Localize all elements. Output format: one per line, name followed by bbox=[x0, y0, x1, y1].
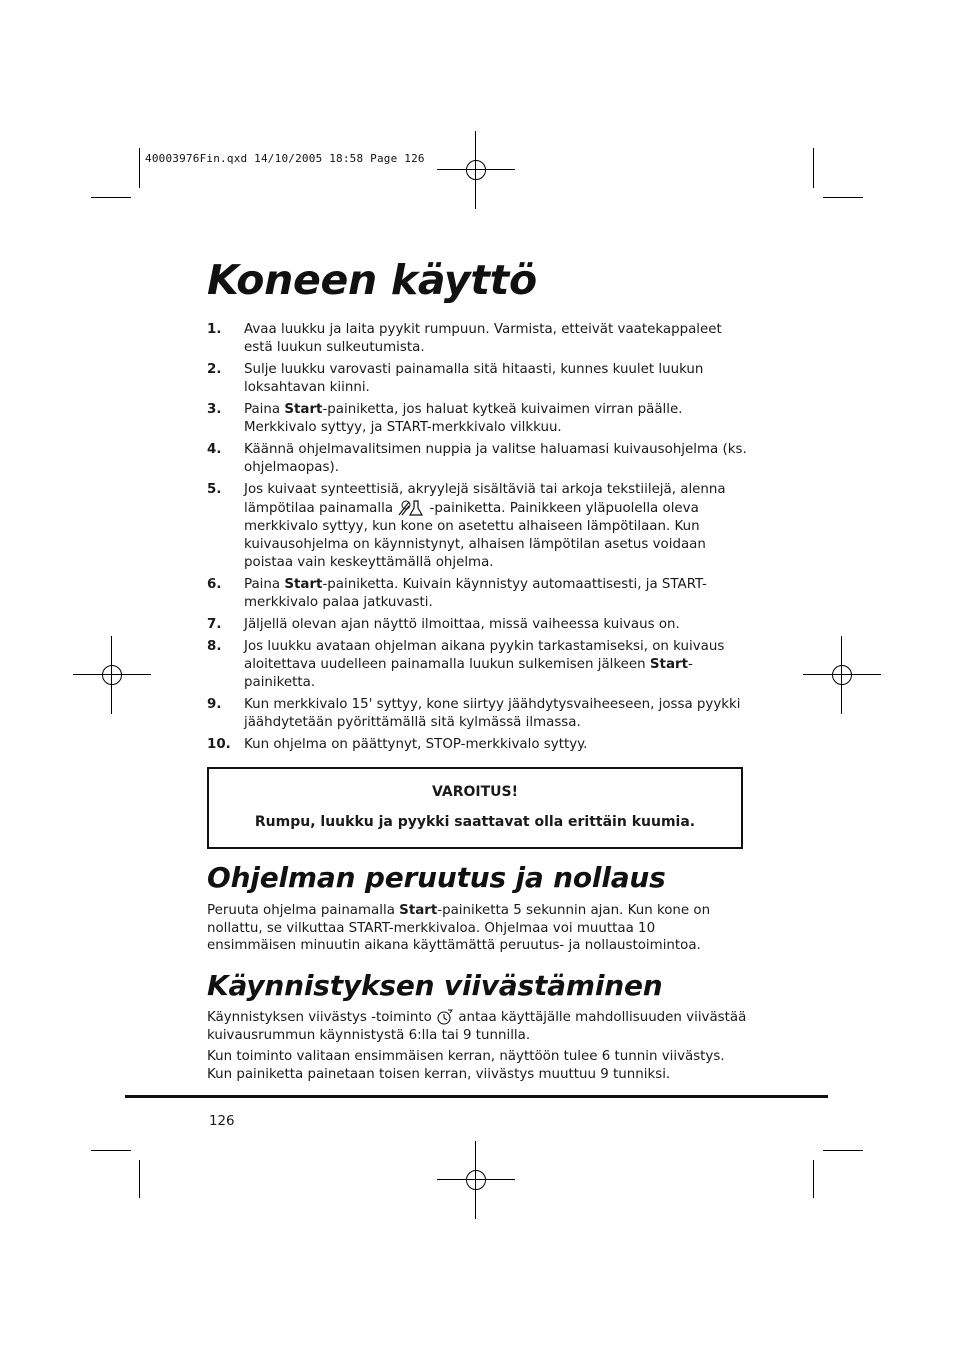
step-text-post: -painiketta, jos haluat kytkeä kuivaimen virran päälle. Merkkivalo syttyy, ja START-merkkivalo vilkkuu. bbox=[244, 402, 683, 435]
registration-mark-left bbox=[73, 636, 151, 714]
registration-mark-bottom bbox=[437, 1141, 515, 1219]
page-number: 126 bbox=[209, 1114, 235, 1129]
step-number: 8. bbox=[207, 639, 222, 654]
step-number: 5. bbox=[207, 482, 222, 497]
list-item bbox=[207, 441, 747, 477]
step-number: 9. bbox=[207, 697, 222, 712]
step-number: 2. bbox=[207, 362, 222, 377]
print-slug: 40003976Fin.qxd 14/10/2005 18:58 Page 126 bbox=[145, 152, 425, 165]
start-button-label: Start bbox=[284, 577, 323, 592]
start-button-label: Start bbox=[284, 402, 323, 417]
step-number: 10. bbox=[207, 737, 231, 752]
page-title: Koneen käyttö bbox=[207, 256, 537, 304]
list-item bbox=[207, 481, 747, 572]
list-item bbox=[207, 401, 747, 437]
crop-mark bbox=[813, 148, 814, 188]
step-text: Kun ohjelma on päättynyt, STOP-merkkivalo syttyy. bbox=[244, 737, 588, 752]
start-button-label: Start bbox=[399, 903, 438, 918]
instruction-list bbox=[207, 321, 747, 758]
step-text-post: -painiketta. Painikkeen yläpuolella oleva merkkivalo syttyy, kun kone on asetettu alhaiseen lämpötilaan. Kun kuivausohjelma on käynnistynyt, alhaisen lämpötilan asetus voidaan poistaa vain keskeyttämällä ohjelma. bbox=[244, 501, 706, 570]
step-number: 7. bbox=[207, 617, 222, 632]
footer-rule bbox=[125, 1095, 828, 1098]
cancel-paragraph bbox=[207, 902, 747, 955]
step-text: Jäljellä olevan ajan näyttö ilmoittaa, missä vaiheessa kuivaus on. bbox=[244, 617, 680, 632]
delay-paragraph-2: Kun toiminto valitaan ensimmäisen kerran, näyttöön tulee 6 tunnin viivästys. Kun painiketta painetaan toisen kerran, viivästys muuttuu 9 tunniksi. bbox=[207, 1049, 725, 1082]
registration-mark-right bbox=[803, 636, 881, 714]
list-item bbox=[207, 361, 747, 397]
step-text: Kun merkkivalo 15' syttyy, kone siirtyy jäähdytysvaiheeseen, jossa pyykki jäähdytetään pyörittämällä sitä kylmässä ilmassa. bbox=[244, 697, 741, 730]
step-number: 6. bbox=[207, 577, 222, 592]
registration-mark-top bbox=[437, 131, 515, 209]
step-text: Avaa luukku ja laita pyykit rumpuun. Varmista, etteivät vaatekappaleet estä luukun sulkeutumista. bbox=[244, 322, 722, 355]
warning-body: Rumpu, luukku ja pyykki saattavat olla erittäin kuumia. bbox=[254, 814, 696, 830]
delay-text-post: antaa käyttäjälle mahdollisuuden viivästää kuivausrummun käynnistystä 6:lla tai 9 tunnilla. bbox=[207, 1010, 747, 1043]
cancel-text-post: -painiketta 5 sekunnin ajan. Kun kone on nollattu, se vilkuttaa START-merkkivaloa. Ohjelmaa voi muuttaa 10 ensimmäisen minuutin aikana käyttämättä peruutus- ja nollaustoimintoa. bbox=[207, 903, 711, 953]
list-item bbox=[207, 696, 747, 732]
crop-mark bbox=[139, 1160, 140, 1198]
step-number: 1. bbox=[207, 322, 222, 337]
delay-timer-icon bbox=[436, 1008, 454, 1026]
low-heat-icon bbox=[397, 499, 425, 517]
cancel-text-pre: Peruuta ohjelma painamalla bbox=[207, 903, 400, 918]
section-heading-delay: Käynnistyksen viivästäminen bbox=[207, 969, 663, 1002]
list-item bbox=[207, 638, 747, 692]
step-number: 3. bbox=[207, 402, 222, 417]
list-item bbox=[207, 616, 747, 634]
crop-mark bbox=[823, 197, 863, 198]
step-text-pre: Jos luukku avataan ohjelman aikana pyykin tarkastamiseksi, on kuivaus aloitettava uudelleen painamalla luukun sulkemisen jälkeen bbox=[244, 639, 725, 672]
step-text: Sulje luukku varovasti painamalla sitä hitaasti, kunnes kuulet luukun loksahtavan kiinni. bbox=[244, 362, 704, 395]
crop-mark bbox=[139, 148, 140, 188]
list-item bbox=[207, 321, 747, 357]
step-number: 4. bbox=[207, 442, 222, 457]
step-text-post: -painiketta. bbox=[244, 657, 693, 690]
warning-title: VAROITUS! bbox=[432, 784, 518, 800]
list-item bbox=[207, 576, 747, 612]
crop-mark bbox=[813, 1160, 814, 1198]
step-text-post: -painiketta. Kuivain käynnistyy automaattisesti, ja START-merkkivalo palaa jatkuvasti. bbox=[244, 577, 707, 610]
list-item bbox=[207, 736, 747, 754]
step-text-pre: Jos kuivaat synteettisiä, akryylejä sisältäviä tai arkoja tekstiilejä, alenna lämpötilaa painamalla bbox=[244, 482, 726, 516]
step-text: Käännä ohjelmavalitsimen nuppia ja valitse haluamasi kuivausohjelma (ks. ohjelmaopas). bbox=[244, 442, 747, 475]
warning-box bbox=[207, 767, 743, 849]
crop-mark bbox=[91, 197, 131, 198]
crop-mark bbox=[823, 1150, 863, 1151]
delay-text-pre: Käynnistyksen viivästys -toiminto bbox=[207, 1010, 437, 1025]
step-text-pre: Paina bbox=[244, 577, 285, 592]
delay-paragraph-1 bbox=[207, 1008, 747, 1044]
step-text-pre: Paina bbox=[244, 402, 285, 417]
start-button-label: Start bbox=[649, 657, 688, 672]
section-heading-cancel: Ohjelman peruutus ja nollaus bbox=[207, 861, 666, 894]
crop-mark bbox=[91, 1150, 131, 1151]
